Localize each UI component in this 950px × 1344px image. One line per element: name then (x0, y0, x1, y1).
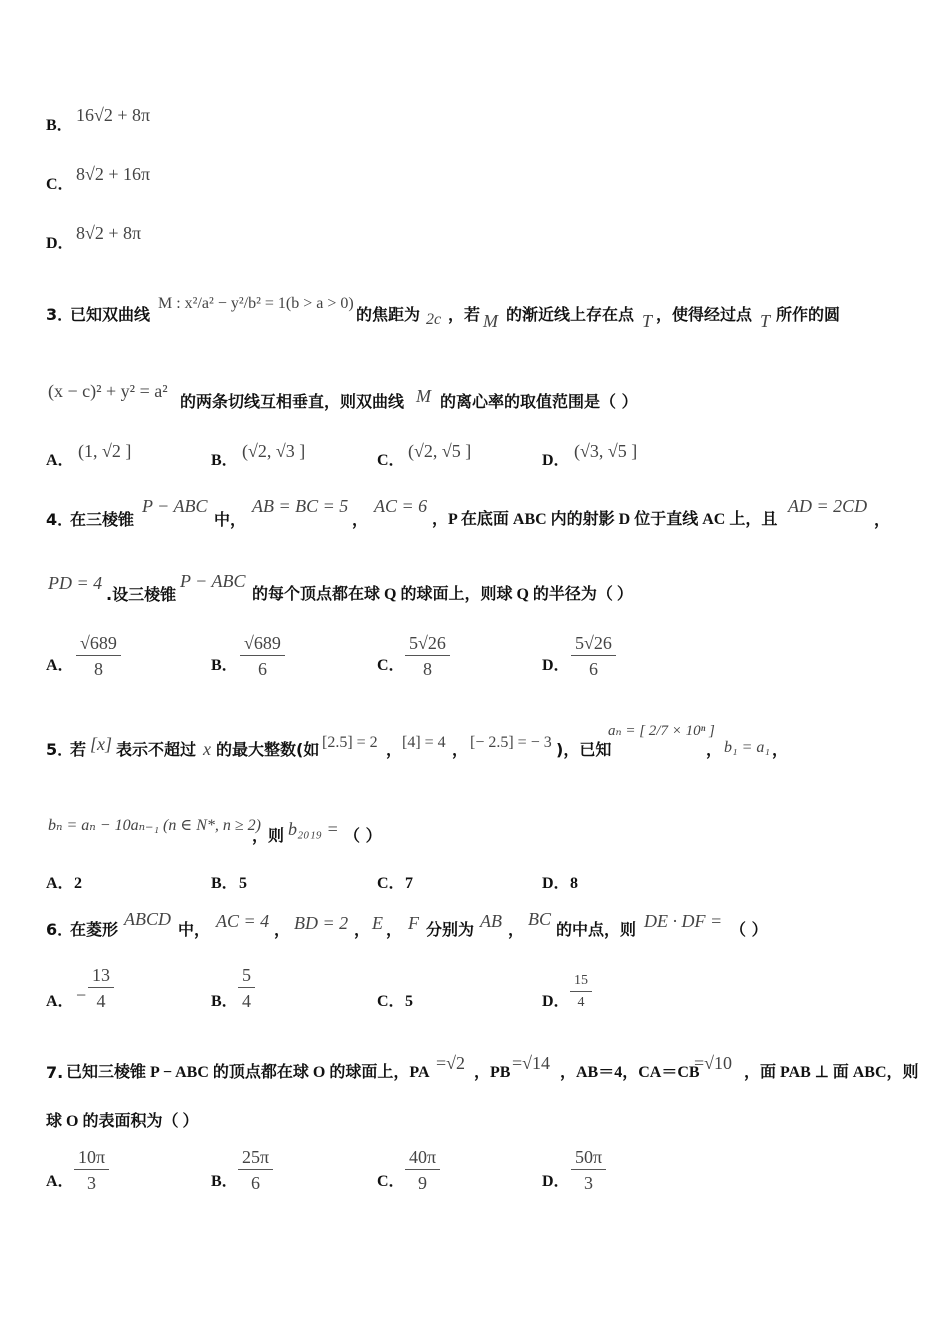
question-text: )，已知 (556, 740, 612, 759)
option-label: D． (542, 993, 570, 1010)
math-expr: PD = 4 (48, 573, 103, 593)
math-expr: =√14 (512, 1053, 551, 1073)
question-text: ，若 (448, 305, 481, 324)
option-label: D． (542, 657, 570, 674)
math-expr: BD = 2 (294, 913, 349, 933)
option-label: C． (377, 452, 405, 469)
option-fraction (238, 1148, 273, 1192)
option-value: 7 (405, 875, 413, 892)
math-expr: [− 2.5] = − 3 (470, 734, 552, 751)
option-sign: − (76, 985, 87, 1005)
math-expr: b₁ = a₁ (724, 739, 770, 756)
option-value: 5 (239, 875, 247, 892)
option-label: B． (211, 1173, 238, 1190)
option-expr: 8√2 + 8π (76, 223, 142, 243)
option-fraction (571, 634, 616, 678)
option-expr: 16√2 + 8π (76, 105, 151, 125)
question-text: 的最大整数(如 (216, 740, 320, 759)
question-text: 表示不超过 (116, 740, 197, 759)
fraction-numerator: 15 (574, 973, 588, 988)
fraction-denominator: 4 (96, 991, 106, 1011)
question-text: ， (354, 920, 371, 939)
question-text: ， (706, 740, 723, 759)
option-label: A． (46, 993, 74, 1010)
math-expr: E (372, 913, 383, 933)
option-label: B． (211, 993, 238, 1010)
question-text: ， (874, 510, 891, 529)
fraction-numerator: 5 (242, 965, 251, 985)
math-expr: P − ABC (180, 571, 246, 591)
fraction-numerator: √689 (80, 633, 117, 653)
option-expr: (√2, √3 ] (242, 441, 306, 461)
fraction-numerator: 5√26 (575, 633, 612, 653)
question-text: 球 O 的表面积为（ ） (46, 1113, 199, 1130)
option-fraction (238, 966, 255, 1010)
option-value: 5 (405, 993, 413, 1010)
option-fraction (405, 634, 450, 678)
question-text: 若 (70, 740, 87, 759)
option-label: C． (377, 875, 405, 892)
option-label: B． (211, 875, 238, 892)
fraction-denominator: 6 (257, 659, 267, 679)
math-expr: M (416, 386, 431, 406)
option-label: D． (542, 452, 570, 469)
question-text: 在三棱锥 (70, 510, 135, 529)
question-text: 已知双曲线 (70, 305, 151, 324)
question-text: ， (386, 740, 403, 759)
option-expr: (1, √2 ] (78, 441, 132, 461)
option-fraction (240, 634, 285, 678)
question-text: ，使得经过点 (656, 305, 753, 324)
option-label: A． (46, 657, 74, 674)
option-label: A． (46, 452, 74, 469)
option-fraction (571, 1148, 606, 1192)
fraction-numerator: 10π (78, 1147, 106, 1167)
question-text: ， (772, 740, 789, 759)
fraction-numerator: 25π (242, 1147, 270, 1167)
math-expr: b₂₀₁₉ = (288, 819, 339, 839)
option-label: C． (377, 1173, 405, 1190)
option-expr: 8√2 + 16π (76, 164, 151, 184)
question-text: ，面 PAB ⊥ 面 ABC，则 (744, 1064, 919, 1081)
math-expr: ABCD (124, 909, 171, 929)
fraction-denominator: 4 (242, 991, 251, 1011)
math-expr: M (483, 311, 498, 331)
question-text: ， (452, 740, 469, 759)
fraction-numerator: √689 (244, 633, 281, 653)
question-text: ， (508, 920, 525, 939)
question-text: ，P 在底面 ABC 内的射影 D 位于直线 AC 上，且 (432, 511, 778, 528)
math-expr: [4] = 4 (402, 734, 446, 751)
hyperbola-equation: M : x²/a² − y²/b² = 1(b > a > 0) (158, 295, 354, 312)
math-expr: [x] (90, 734, 112, 754)
math-expr: T (642, 311, 653, 331)
math-expr: P − ABC (142, 496, 208, 516)
question-text: 的离心率的取值范围是（ ） (440, 392, 638, 411)
option-label: C． (377, 993, 405, 1010)
question-number: 3． (46, 305, 74, 324)
fraction-denominator: 6 (251, 1173, 261, 1193)
option-fraction (74, 1148, 109, 1192)
fraction-numerator: 50π (575, 1147, 603, 1167)
question-text: 在菱形 (70, 920, 119, 939)
question-text: ，PB (474, 1064, 511, 1081)
question-text: 已知三棱锥 P − ABC 的顶点都在球 O 的球面上，PA (66, 1064, 430, 1081)
math-expr: AC = 4 (216, 911, 270, 931)
option-fraction (88, 966, 114, 1010)
math-expr: =√10 (694, 1053, 733, 1073)
question-number: 6． (46, 920, 74, 939)
math-expr: AD = 2CD (788, 496, 868, 516)
question-number: 4． (46, 510, 74, 529)
question-number: 5． (46, 740, 74, 759)
option-label: A． (46, 1173, 74, 1190)
question-text: 的渐近线上存在点 (506, 305, 635, 324)
fraction-denominator: 3 (584, 1173, 594, 1193)
question-text: ， (274, 920, 291, 939)
math-expr: 2c (426, 311, 442, 328)
fraction-numerator: 5√26 (409, 633, 446, 653)
option-label: A． (46, 875, 74, 892)
fraction-numerator: 13 (92, 965, 110, 985)
option-label: B． (46, 117, 73, 134)
math-expr: BC (528, 909, 552, 929)
option-fraction (405, 1148, 440, 1192)
option-expr: (√3, √5 ] (574, 441, 638, 461)
math-expr: T (760, 311, 771, 331)
option-label: D． (542, 1173, 570, 1190)
option-label: D． (542, 875, 570, 892)
question-text: 的每个顶点都在球 Q 的球面上，则球 Q 的半径为（ ） (252, 586, 633, 603)
question-text: （ ） (730, 920, 768, 939)
question-text: ， (386, 920, 403, 939)
question-number: 7. (46, 1063, 64, 1082)
option-value: 8 (570, 875, 578, 892)
question-text: 中， (214, 510, 247, 529)
sequence-b-definition: bₙ = aₙ − 10aₙ₋₁ (n ∈ N*, n ≥ 2) (48, 817, 262, 834)
option-fraction (570, 974, 592, 1010)
circle-equation: (x − c)² + y² = a² (48, 381, 168, 401)
question-text: 中， (178, 920, 211, 939)
math-expr: AB (480, 911, 502, 931)
option-label: B． (211, 657, 238, 674)
option-label: C． (46, 176, 74, 193)
fraction-denominator: 3 (87, 1173, 97, 1193)
fraction-denominator: 9 (418, 1173, 428, 1193)
option-label: C． (377, 657, 405, 674)
math-expr: AC = 6 (374, 496, 428, 516)
question-text: 所作的圆 (776, 305, 841, 324)
math-expr: DE · DF = (644, 911, 723, 931)
option-value: 2 (74, 875, 82, 892)
sequence-a-definition: aₙ = [ 2/7 × 10ⁿ ] (608, 723, 715, 739)
question-text: 的两条切线互相垂直，则双曲线 (180, 392, 405, 411)
question-text: 分别为 (426, 920, 475, 939)
option-label: D． (46, 235, 74, 252)
question-text: ，AB＝4，CA＝CB (560, 1064, 700, 1081)
math-expr: AB = BC = 5 (252, 496, 349, 516)
fraction-denominator: 8 (422, 659, 432, 679)
question-text: 的焦距为 (356, 305, 421, 324)
question-text: ，则 (252, 826, 285, 845)
question-text: ， (352, 510, 369, 529)
option-label: B． (211, 452, 238, 469)
math-expr: x (203, 739, 211, 759)
option-fraction (76, 634, 121, 678)
question-text: .设三棱锥 (106, 585, 177, 604)
fraction-denominator: 4 (577, 995, 585, 1010)
fraction-denominator: 6 (588, 659, 598, 679)
fraction-denominator: 8 (93, 659, 103, 679)
math-expr: =√2 (436, 1053, 466, 1073)
math-expr: F (408, 913, 419, 933)
question-text: 的中点，则 (556, 920, 637, 939)
option-expr: (√2, √5 ] (408, 441, 472, 461)
question-text: （ ） (344, 826, 382, 845)
math-expr: [2.5] = 2 (322, 734, 378, 751)
fraction-numerator: 40π (409, 1147, 437, 1167)
